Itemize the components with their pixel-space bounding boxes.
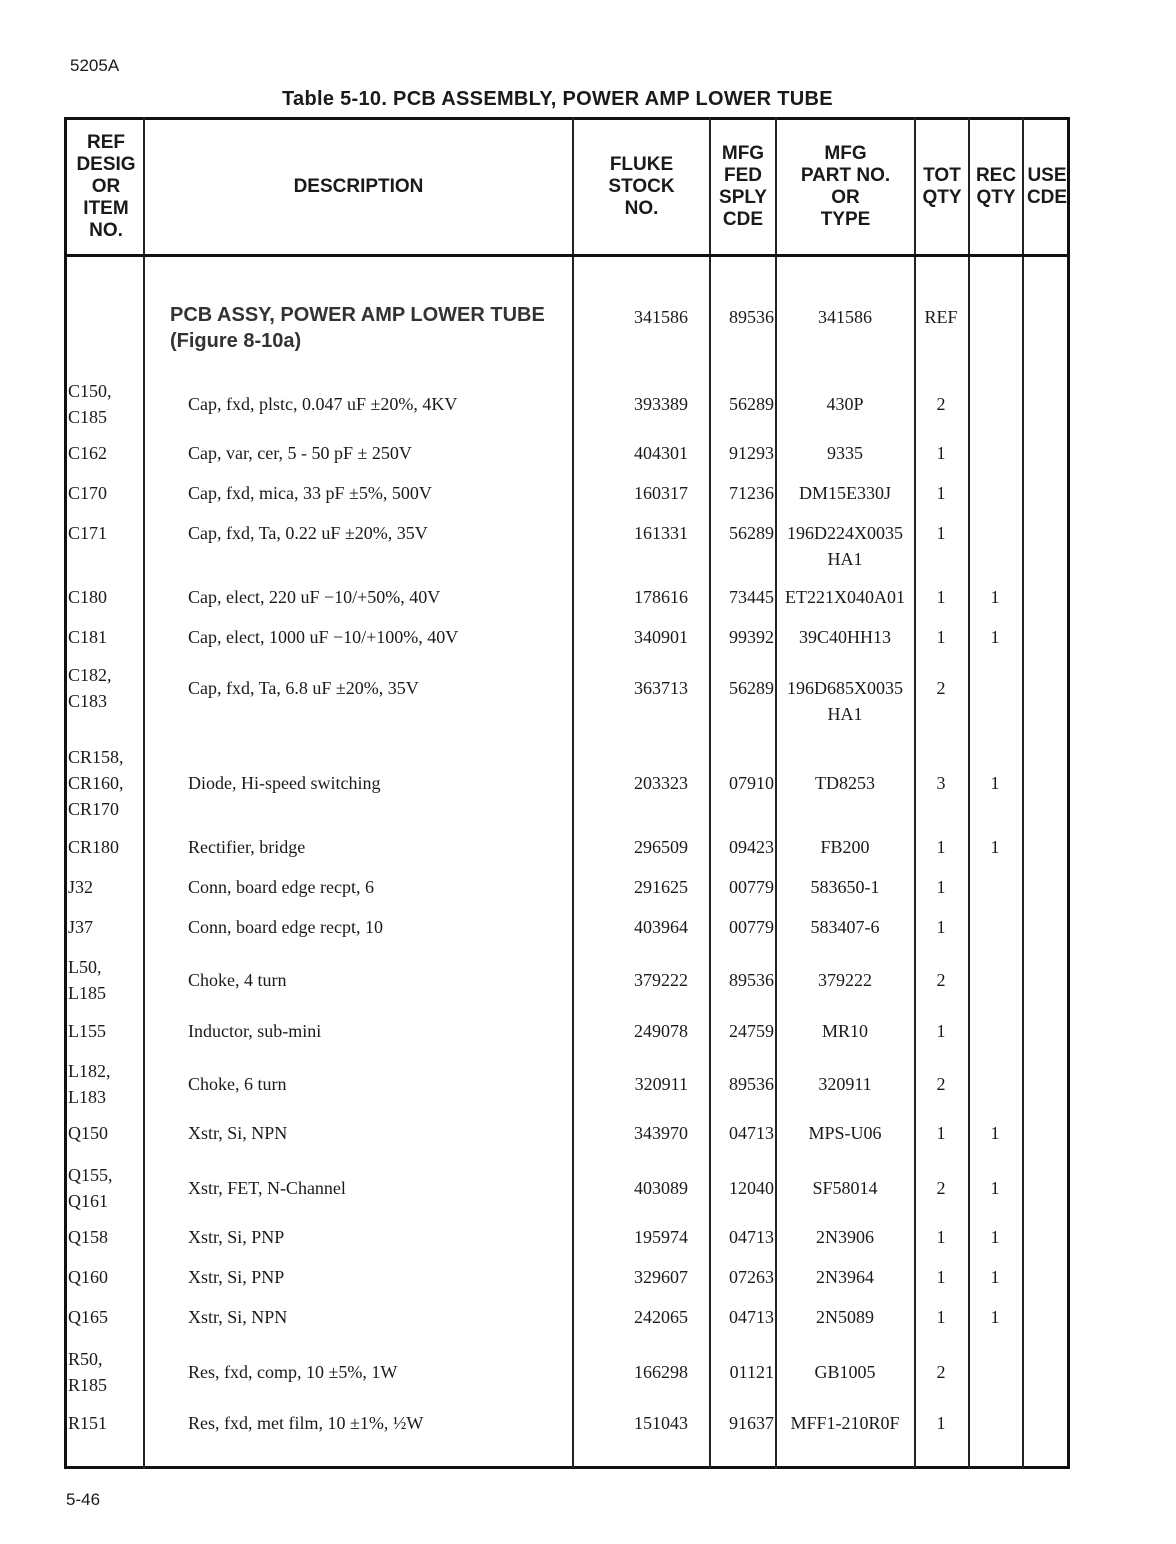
cell-sply: 09423 <box>729 837 774 857</box>
header-rec-qty: REC QTY <box>975 165 1017 208</box>
cell-part: 2N3964 <box>816 1267 874 1287</box>
cell-tot: 1 <box>936 443 946 463</box>
cell-desc: Xstr, FET, N-Channel <box>188 1178 346 1198</box>
cell-ref: CR180 <box>68 837 120 857</box>
cell-rec: 1 <box>990 1267 1000 1287</box>
cell-tot: 1 <box>936 1307 946 1327</box>
cell-sply: 73445 <box>729 587 774 607</box>
cell-stock: 379222 <box>634 970 688 990</box>
cell-desc: Conn, board edge recpt, 6 <box>188 877 374 897</box>
cell-rec: 1 <box>990 627 1000 647</box>
cell-ref: Q165 <box>68 1307 108 1327</box>
cell-rec: 1 <box>990 773 1000 793</box>
header-stock: FLUKE STOCK NO. <box>608 154 675 219</box>
header-description: DESCRIPTION <box>293 176 424 197</box>
cell-sply: 04713 <box>729 1123 774 1143</box>
cell-ref: C171 <box>68 523 108 543</box>
cell-part: MFF1-210R0F <box>790 1413 900 1433</box>
cell-part: MPS-U06 <box>808 1123 882 1143</box>
cell-tot: 1 <box>936 483 946 503</box>
cell-part: GB1005 <box>814 1362 876 1382</box>
cell-desc: Cap, fxd, plstc, 0.047 uF ±20%, 4KV <box>188 394 458 414</box>
cell-stock: 341586 <box>634 307 688 327</box>
cell-stock: 291625 <box>634 877 688 897</box>
cell-desc: Res, fxd, met film, 10 ±1%, ½W <box>188 1413 424 1433</box>
cell-sply: 89536 <box>729 970 774 990</box>
header-sply: MFG FED SPLY CDE <box>719 143 767 230</box>
page-title: Table 5-10. PCB ASSEMBLY, POWER AMP LOWER TUBE <box>282 88 833 110</box>
header-part: MFG PART NO. OR TYPE <box>800 143 891 230</box>
cell-tot: 1 <box>936 587 946 607</box>
cell-stock: 404301 <box>634 443 688 463</box>
cell-part: 583650-1 <box>810 877 880 897</box>
cell-stock: 249078 <box>634 1021 688 1041</box>
cell-stock: 393389 <box>634 394 688 414</box>
cell-part: 583407-6 <box>810 917 880 937</box>
cell-desc: Xstr, Si, NPN <box>188 1307 288 1327</box>
cell-part: 196D685X0035 HA1 <box>787 678 903 724</box>
cell-stock: 329607 <box>634 1267 688 1287</box>
cell-desc: Cap, elect, 220 uF −10/+50%, 40V <box>188 587 441 607</box>
cell-tot: 2 <box>936 1178 946 1198</box>
cell-ref: CR158, CR160, CR170 <box>68 747 124 819</box>
cell-part: 39C40HH13 <box>798 627 891 647</box>
cell-desc: Choke, 4 turn <box>188 970 287 990</box>
cell-sply: 56289 <box>729 678 774 698</box>
cell-sply: 91293 <box>729 443 774 463</box>
cell-part: DM15E330J <box>798 483 891 503</box>
cell-sply: 07910 <box>729 773 774 793</box>
cell-ref: C182, C183 <box>68 665 112 711</box>
cell-stock: 242065 <box>634 1307 688 1327</box>
cell-desc: Inductor, sub-mini <box>188 1021 322 1041</box>
cell-ref: C162 <box>68 443 108 463</box>
cell-tot: REF <box>924 307 958 327</box>
cell-sply: 01121 <box>729 1362 774 1382</box>
cell-desc: Diode, Hi-speed switching <box>188 773 381 793</box>
cell-stock: 160317 <box>634 483 688 503</box>
cell-stock: 296509 <box>634 837 688 857</box>
cell-part: 341586 <box>818 307 872 327</box>
cell-stock: 195974 <box>634 1227 688 1247</box>
cell-part: TD8253 <box>815 773 875 793</box>
cell-stock: 403964 <box>634 917 688 937</box>
cell-sply: 91637 <box>729 1413 774 1433</box>
cell-desc: Cap, fxd, Ta, 6.8 uF ±20%, 35V <box>188 678 419 698</box>
cell-part: 196D224X0035 HA1 <box>787 523 903 569</box>
cell-ref: J32 <box>68 877 94 897</box>
cell-desc: Xstr, Si, PNP <box>188 1267 285 1287</box>
cell-sply: 12040 <box>729 1178 774 1198</box>
cell-tot: 2 <box>936 394 946 414</box>
cell-stock: 166298 <box>634 1362 688 1382</box>
cell-desc: Cap, fxd, Ta, 0.22 uF ±20%, 35V <box>188 523 428 543</box>
cell-ref: L50, L185 <box>68 957 106 1003</box>
cell-part: FB200 <box>820 837 870 857</box>
cell-desc: Cap, fxd, mica, 33 pF ±5%, 500V <box>188 483 432 503</box>
cell-sply: 89536 <box>729 307 774 327</box>
cell-rec: 1 <box>990 1123 1000 1143</box>
cell-desc: Cap, var, cer, 5 - 50 pF ± 250V <box>188 443 412 463</box>
cell-desc: PCB ASSY, POWER AMP LOWER TUBE (Figure 8-10a) <box>170 304 545 352</box>
cell-ref: Q155, Q161 <box>68 1165 113 1211</box>
cell-tot: 1 <box>936 1227 946 1247</box>
cell-part: 430P <box>826 394 864 414</box>
cell-rec: 1 <box>990 1178 1000 1198</box>
cell-stock: 151043 <box>634 1413 688 1433</box>
cell-desc: Xstr, Si, PNP <box>188 1227 285 1247</box>
cell-sply: 04713 <box>729 1227 774 1247</box>
cell-desc: Res, fxd, comp, 10 ±5%, 1W <box>188 1362 398 1382</box>
cell-rec: 1 <box>990 837 1000 857</box>
cell-desc: Rectifier, bridge <box>188 837 306 857</box>
cell-part: ET221X040A01 <box>785 587 905 607</box>
cell-sply: 07263 <box>729 1267 774 1287</box>
cell-part: 2N3906 <box>816 1227 874 1247</box>
cell-sply: 00779 <box>729 917 774 937</box>
cell-stock: 203323 <box>634 773 688 793</box>
cell-tot: 2 <box>936 1362 946 1382</box>
cell-tot: 3 <box>936 773 946 793</box>
cell-rec: 1 <box>990 587 1000 607</box>
cell-part: 9335 <box>827 443 863 463</box>
cell-ref: Q150 <box>68 1123 108 1143</box>
cell-part: 379222 <box>818 970 872 990</box>
cell-sply: 24759 <box>729 1021 774 1041</box>
cell-tot: 1 <box>936 627 946 647</box>
cell-stock: 320911 <box>634 1074 688 1094</box>
cell-part: 2N5089 <box>816 1307 874 1327</box>
cell-sply: 71236 <box>729 483 774 503</box>
cell-sply: 56289 <box>729 523 774 543</box>
cell-sply: 00779 <box>729 877 774 897</box>
cell-sply: 89536 <box>729 1074 774 1094</box>
cell-tot: 2 <box>936 678 946 698</box>
cell-tot: 1 <box>936 1123 946 1143</box>
cell-ref: L155 <box>68 1021 106 1041</box>
cell-desc: Xstr, Si, NPN <box>188 1123 288 1143</box>
cell-tot: 1 <box>936 1267 946 1287</box>
cell-stock: 363713 <box>634 678 688 698</box>
header-tot-qty: TOT QTY <box>922 165 962 208</box>
cell-stock: 178616 <box>634 587 688 607</box>
cell-part: MR10 <box>821 1021 868 1041</box>
cell-ref: J37 <box>68 917 94 937</box>
cell-stock: 161331 <box>634 523 688 543</box>
cell-part: 320911 <box>818 1074 872 1094</box>
cell-stock: 340901 <box>634 627 688 647</box>
cell-ref: Q160 <box>68 1267 108 1287</box>
cell-stock: 343970 <box>634 1123 688 1143</box>
cell-part: SF58014 <box>812 1178 878 1198</box>
cell-tot: 1 <box>936 917 946 937</box>
cell-tot: 1 <box>936 877 946 897</box>
cell-ref: C170 <box>68 483 108 503</box>
cell-ref: Q158 <box>68 1227 108 1247</box>
cell-stock: 403089 <box>634 1178 688 1198</box>
cell-tot: 1 <box>936 1413 946 1433</box>
cell-sply: 99392 <box>729 627 774 647</box>
cell-tot: 2 <box>936 970 946 990</box>
cell-desc: Conn, board edge recpt, 10 <box>188 917 383 937</box>
cell-rec: 1 <box>990 1307 1000 1327</box>
cell-tot: 1 <box>936 1021 946 1041</box>
cell-ref: C180 <box>68 587 108 607</box>
cell-sply: 56289 <box>729 394 774 414</box>
cell-sply: 04713 <box>729 1307 774 1327</box>
cell-ref: C181 <box>68 627 108 647</box>
cell-ref: L182, L183 <box>68 1061 111 1107</box>
cell-tot: 1 <box>936 523 946 543</box>
cell-desc: Cap, elect, 1000 uF −10/+100%, 40V <box>188 627 459 647</box>
cell-tot: 2 <box>936 1074 946 1094</box>
cell-ref: R151 <box>68 1413 108 1433</box>
cell-ref: R50, R185 <box>68 1349 108 1395</box>
cell-desc: Choke, 6 turn <box>188 1074 287 1094</box>
header-ref: REF DESIG OR ITEM NO. <box>76 132 136 241</box>
model-number: 5205A <box>70 56 120 75</box>
cell-rec: 1 <box>990 1227 1000 1247</box>
cell-ref: C150, C185 <box>68 381 112 427</box>
cell-tot: 1 <box>936 837 946 857</box>
header-use-cde: USE CDE <box>1026 165 1068 208</box>
page-number: 5-46 <box>66 1490 101 1509</box>
